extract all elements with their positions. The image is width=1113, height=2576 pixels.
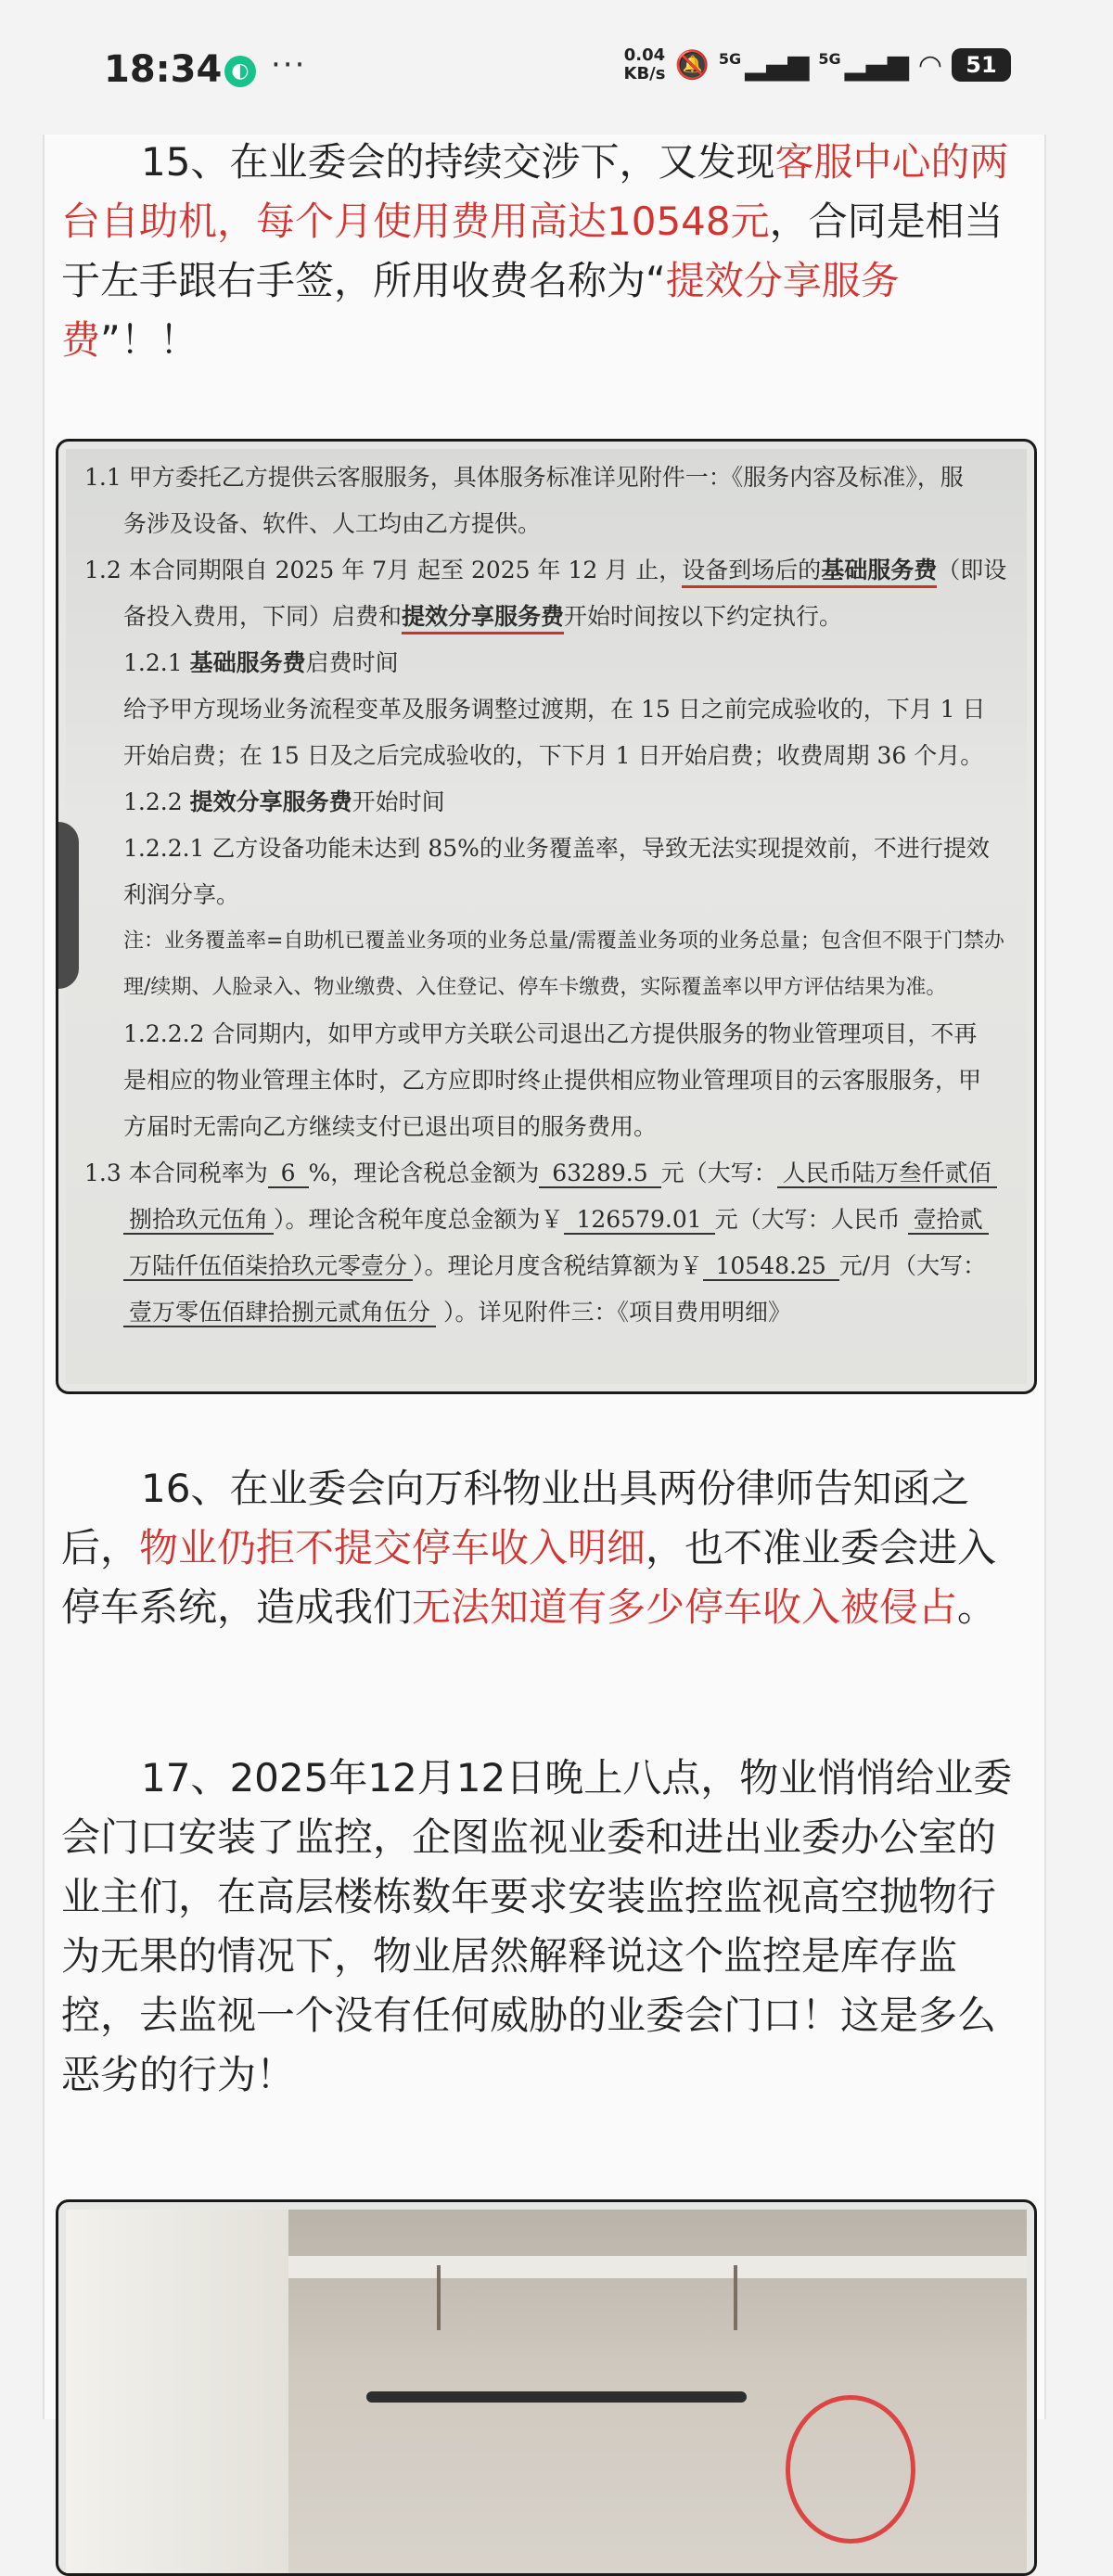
doc-line: 方届时无需向乙方继续支付已退出项目的服务费用。 xyxy=(123,1113,658,1140)
doc-bold: 基础服务费 xyxy=(189,649,306,676)
camera-photo[interactable] xyxy=(56,2199,1037,2576)
doc-fill: 63289.5 xyxy=(539,1160,660,1188)
p17-text-1: 17、2025年12月12日晚上八点，物业悄悄给业委会门口安装了监控，企图监视业委和进出业委办公室的业主们，在高层楼栋数年要求安装监控监视高空抛物行为无果的情况下，物业居然解释说这个监控是库存监控，去监视一个没有任何威胁的业委会门口！这是多么恶劣的行为！ xyxy=(61,1755,1013,2097)
contract-image[interactable] xyxy=(56,439,1037,1394)
doc-line: 注：业务覆盖率=自助机已覆盖业务项的业务总量/需覆盖业务项的业务总量；包含但不限于门禁办 xyxy=(123,929,1004,953)
photo-wall xyxy=(66,2210,288,2573)
doc-fill: 壹拾贰 xyxy=(908,1206,989,1235)
doc-span: 1.2.2 xyxy=(123,788,190,815)
doc-line xyxy=(84,1197,1006,1243)
signal-icon-2: ▂▄▆ xyxy=(844,48,909,82)
doc-span: 元/月（大写： xyxy=(838,1252,987,1279)
doc-line xyxy=(84,594,1006,640)
doc-span: %，理论含税总金额为 xyxy=(308,1160,540,1186)
doc-span: 启费时间 xyxy=(305,649,399,676)
more-notifications-icon: ··· xyxy=(271,46,307,83)
wifi-icon: ◠ xyxy=(917,48,942,82)
p16-text-1: 16、在业委会向万科物业出具两份律师告知函之后， xyxy=(61,1466,970,1570)
battery-icon: 51 xyxy=(952,48,1011,82)
doc-span: ）。详见附件三：《项目费用明细》 xyxy=(436,1299,791,1326)
doc-span: （即设 xyxy=(937,557,1006,583)
p15-text-3: ”！！ xyxy=(100,317,198,363)
doc-line: 给予甲方现场业务流程变革及服务调整过渡期，在 15 日之前完成验收的，下月 1 日 xyxy=(123,696,986,723)
p16-highlight-2: 无法知道有多少停车收入被侵占 xyxy=(412,1584,958,1630)
doc-bold: 基础服务费 xyxy=(821,557,938,583)
photo-hanger xyxy=(734,2265,737,2330)
doc-line xyxy=(84,1243,1006,1289)
doc-span: 设备到场后的 xyxy=(682,557,822,583)
doc-line xyxy=(84,779,1006,826)
doc-span: 1.3 本合同税率为 xyxy=(84,1160,268,1186)
p16-text-3: 。 xyxy=(957,1584,997,1630)
doc-fill: 捌拾玖元伍角 xyxy=(123,1206,274,1235)
photo-red-circle xyxy=(786,2395,915,2544)
photo-hanger xyxy=(437,2265,441,2330)
doc-bold: 提效分享服务费 xyxy=(189,788,352,815)
doc-underlined xyxy=(682,557,937,588)
doc-fill-underlined: 10548.25 xyxy=(703,1252,839,1281)
p15-text-1: 15、在业委会的持续交涉下，又发现 xyxy=(141,139,775,185)
doc-line xyxy=(84,640,1006,686)
doc-line: 是相应的物业管理主体时，乙方应即时终止提供相应物业管理项目的云客服服务，甲 xyxy=(123,1067,982,1094)
doc-span: 1.2.1 xyxy=(123,649,190,676)
doc-line: 理/续期、人脸录入、物业缴费、入住登记、停车卡缴费，实际覆盖率以甲方评估结果为准。 xyxy=(123,976,947,999)
paragraph-16 xyxy=(61,1459,1030,1637)
doc-line xyxy=(84,547,1006,594)
p16-highlight-1: 物业仍拒不提交停车收入明细 xyxy=(139,1525,646,1570)
doc-span: 1.2 本合同期限自 2025 年 7月 起至 2025 年 12 月 止， xyxy=(84,557,683,583)
doc-line: 1.1 甲方委托乙方提供云客服服务，具体服务标准详见附件一：《服务内容及标准》，服 xyxy=(84,464,964,491)
network-type-2: 5G xyxy=(818,49,841,68)
p15-highlight-2: 提效分享服务费 xyxy=(61,258,900,363)
contract-document xyxy=(66,449,1027,1384)
mute-bell-icon: 🔕 xyxy=(674,48,710,82)
photo-ceiling-beam xyxy=(288,2256,1027,2278)
signal-icon: ▂▄▆ xyxy=(745,48,810,82)
doc-fill: 壹万零伍佰肆拾捌元贰角伍分 xyxy=(123,1299,436,1327)
doc-line: 务涉及设备、软件、人工均由乙方提供。 xyxy=(123,510,542,537)
network-speed xyxy=(624,46,666,83)
status-right-group xyxy=(624,46,1011,83)
doc-span: 元（大写：人民币 xyxy=(714,1206,908,1233)
doc-fill: 人民币陆万叁仟贰佰 xyxy=(777,1160,997,1188)
doc-line: 1.2.2.2 合同期内，如甲方或甲方关联公司退出乙方提供服务的物业管理项目，不再 xyxy=(123,1020,978,1047)
doc-fill: 6 xyxy=(268,1160,309,1188)
status-time: 18:34 xyxy=(104,48,223,91)
network-type-1: 5G xyxy=(718,49,742,68)
p16-text-2: ，也不准业委会进入停车系统，造成我们 xyxy=(61,1525,997,1630)
article-body xyxy=(43,135,1046,2419)
status-bar xyxy=(0,0,1113,135)
doc-line: 利润分享。 xyxy=(123,881,240,908)
doc-line xyxy=(84,1150,1006,1197)
doc-line xyxy=(84,1289,1006,1336)
network-speed-unit: KB/s xyxy=(623,64,666,83)
doc-span: ）。理论含税年度总金额为￥ xyxy=(274,1206,564,1233)
doc-span: 开始时间 xyxy=(352,788,445,815)
doc-bold-underlined: 提效分享服务费 xyxy=(402,603,564,634)
network-speed-value: 0.04 xyxy=(623,45,666,65)
p15-text-2: ，合同是相当于左手跟右手签，所用收费名称为“ xyxy=(61,199,1004,303)
doc-fill: 万陆仟伍佰柒拾玖元零壹分 xyxy=(123,1252,413,1281)
doc-span: ）。理论月度含税结算额为￥ xyxy=(413,1252,703,1279)
paragraph-15 xyxy=(61,133,1030,370)
doc-line: 1.2.2.1 乙方设备功能未达到 85%的业务覆盖率，导致无法实现提效前，不进行提效 xyxy=(123,835,990,862)
doc-span: 元（大写： xyxy=(660,1160,777,1186)
doc-span: 开始时间按以下约定执行。 xyxy=(564,603,843,630)
page-shadow xyxy=(58,822,79,989)
p15-highlight-1: 客服中心的两台自助机，每个月使用费用高达10548元 xyxy=(61,139,1009,244)
doc-fill: 126579.01 xyxy=(564,1206,715,1235)
doc-span: 备投入费用，下同）启费和 xyxy=(123,603,403,630)
home-indicator[interactable] xyxy=(366,2391,747,2403)
doc-line: 开始启费；在 15 日及之后完成验收的，下下月 1 日开始启费；收费周期 36 个月。 xyxy=(123,742,984,769)
paragraph-17 xyxy=(61,1749,1030,2105)
app-notification-icon: ◐ xyxy=(224,56,256,87)
